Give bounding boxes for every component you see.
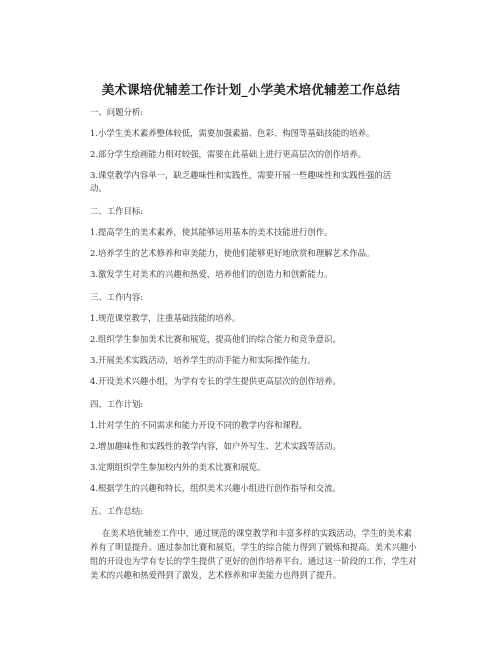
section-heading: 五、工作总结: — [90, 506, 144, 516]
section-item: 4.开设美术兴趣小组，为学有专长的学生提供更高层次的创作培养。 — [90, 376, 341, 386]
section-heading: 一、问题分析: — [90, 107, 144, 117]
section-item: 2.培养学生的艺术修养和审美能力，使他们能够更好地欣赏和理解艺术作品。 — [90, 248, 375, 258]
section-item: 2.部分学生绘画能力相对较强，需要在此基础上进行更高层次的创作培养。 — [90, 149, 366, 159]
summary-line: 养有了明显提升。通过参加比赛和展览，学生的综合能力得到了锻炼和提高。美术兴趣小 — [90, 542, 417, 552]
section-item: 3.定期组织学生参加校内外的美术比赛和展览。 — [90, 462, 266, 472]
summary-line: 组的开设也为学有专长的学生提供了更好的创作培养平台。通过这一阶段的工作，学生对 — [90, 556, 417, 566]
summary-line: 美术的兴趣和热爱得到了激发，艺术修养和审美能力也得到了提升。 — [90, 570, 342, 580]
section-item: 1.规范课堂教学，注重基础技能的培养。 — [90, 313, 241, 323]
section-heading: 三、工作内容: — [90, 292, 144, 302]
section-heading: 四、工作计划: — [90, 399, 144, 409]
section-item: 4.根据学生的兴趣和特长，组织美术兴趣小组进行创作指导和交流。 — [90, 483, 341, 493]
section-item: 3.课堂教学内容单一，缺乏趣味性和实践性，需要开展一些趣味性和实践性强的活 — [90, 170, 392, 180]
section-item: 1.提高学生的美术素养，使其能够运用基本的美术技能进行创作。 — [90, 227, 333, 237]
section-item: 3.激发学生对美术的兴趣和热爱，培养他们的创造力和创新能力。 — [90, 269, 333, 279]
section-item: 1.小学生美术素养整体较低，需要加强素描、色彩、构图等基础技能的培养。 — [90, 128, 375, 138]
section-item: 2.组织学生参加美术比赛和展览，提高他们的综合能力和竞争意识。 — [90, 334, 341, 344]
section-item: 2.增加趣味性和实践性的教学内容，如户外写生、艺术实践等活动。 — [90, 441, 341, 451]
section-item: 1.针对学生的不同需求和能力开设不同的教学内容和课程。 — [90, 420, 308, 430]
summary-line: 在美术培优辅差工作中，通过规范的课堂教学和丰富多样的实践活动，学生的美术素 — [102, 528, 412, 538]
section-item: 3.开展美术实践活动，培养学生的动手能力和实际操作能力。 — [90, 355, 316, 365]
document-title: 美术课培优辅差工作计划_小学美术培优辅差工作总结 — [101, 82, 401, 97]
section-heading: 二、工作目标: — [90, 206, 144, 216]
section-item: 动。 — [90, 183, 107, 193]
